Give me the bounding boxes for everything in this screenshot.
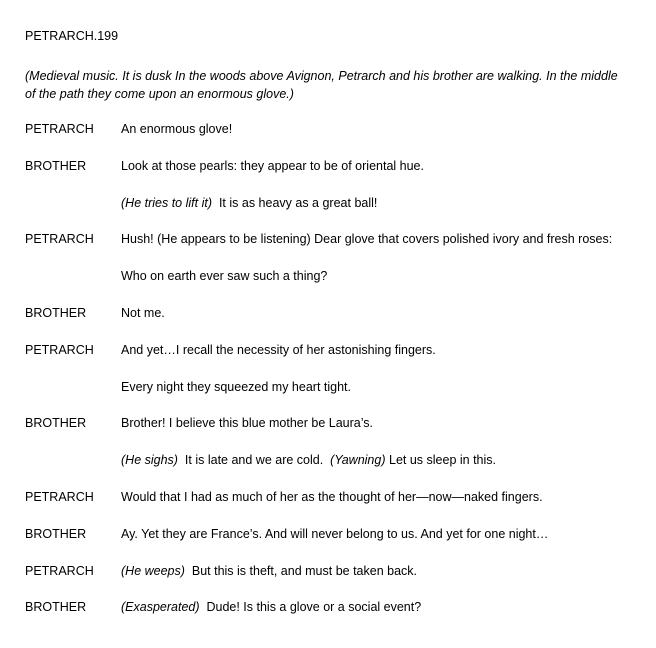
dialogue-line	[0, 196, 656, 214]
speaker-name: PETRARCH	[25, 343, 94, 357]
play-title: PETRARCH.199	[25, 29, 119, 43]
speaker-name: PETRARCH	[25, 564, 94, 578]
speaker-name: PETRARCH	[25, 490, 94, 504]
speech-text	[121, 159, 424, 173]
speaker-name: PETRARCH	[25, 122, 94, 136]
speech-text	[121, 196, 377, 210]
stage-direction: (He weeps)	[121, 564, 185, 578]
dialogue-line	[0, 600, 656, 618]
spoken-line: But this is theft, and must be taken back.	[191, 564, 417, 578]
spoken-line: Look at those pearls: they appear to be of oriental hue.	[121, 159, 424, 173]
speech-text	[121, 564, 417, 578]
speech-text	[121, 490, 543, 504]
speech-text	[121, 600, 421, 614]
speech-text	[121, 232, 612, 246]
opening-stage-direction: (Medieval music. It is dusk In the woods above Avignon, Petrarch and his brother are walking. In the middle of the path they come upon an enormous glove.)	[25, 69, 618, 101]
speech-text	[121, 269, 327, 283]
stage-direction: (Exasperated)	[121, 600, 200, 614]
dialogue-line	[0, 306, 656, 324]
dialogue-line	[0, 527, 656, 545]
spoken-line: It is as heavy as a great ball!	[218, 196, 378, 210]
spoken-line: Dude! Is this a glove or a social event?	[206, 600, 422, 614]
spoken-line: Every night they squeezed my heart tight.	[121, 380, 351, 394]
spoken-line: It is late and we are cold.	[184, 453, 324, 467]
speech-text	[121, 416, 373, 430]
spoken-line: Would that I had as much of her as the thought of her—now—naked fingers.	[121, 490, 543, 504]
speech-text	[121, 527, 548, 541]
dialogue-line	[0, 122, 656, 140]
stage-direction: (He tries to lift it)	[121, 196, 212, 210]
spoken-line: And yet…I recall the necessity of her astonishing fingers.	[121, 343, 436, 357]
dialogue-line	[0, 564, 656, 582]
dialogue-line	[0, 416, 656, 434]
spoken-line: Hush! (He appears to be listening) Dear glove that covers polished ivory and fresh roses:	[121, 232, 613, 246]
speech-text	[121, 122, 232, 136]
speaker-name: BROTHER	[25, 416, 87, 430]
dialogue-line	[0, 453, 656, 471]
spoken-line: Not me.	[121, 306, 165, 320]
speech-text	[121, 380, 351, 394]
dialogue-line	[0, 380, 656, 398]
dialogue-line	[0, 343, 656, 361]
stage-direction: (He sighs)	[121, 453, 178, 467]
spoken-line: An enormous glove!	[121, 122, 233, 136]
speaker-name: BROTHER	[25, 159, 87, 173]
speaker-name: BROTHER	[25, 527, 87, 541]
spoken-line: Brother! I believe this blue mother be Laura’s.	[121, 416, 373, 430]
dialogue-line	[0, 232, 656, 250]
speech-text	[121, 343, 436, 357]
dialogue-line	[0, 269, 656, 287]
speaker-name: BROTHER	[25, 600, 87, 614]
spoken-line: Ay. Yet they are France’s. And will never belong to us. And yet for one night…	[121, 527, 549, 541]
dialogue-line	[0, 159, 656, 177]
spoken-line: Let us sleep in this.	[389, 453, 497, 467]
speaker-name: PETRARCH	[25, 232, 94, 246]
speaker-name: BROTHER	[25, 306, 87, 320]
speech-text	[121, 453, 496, 467]
stage-direction: (Yawning)	[330, 453, 386, 467]
dialogue-line	[0, 490, 656, 508]
speech-text	[121, 306, 165, 320]
spoken-line: Who on earth ever saw such a thing?	[121, 269, 328, 283]
